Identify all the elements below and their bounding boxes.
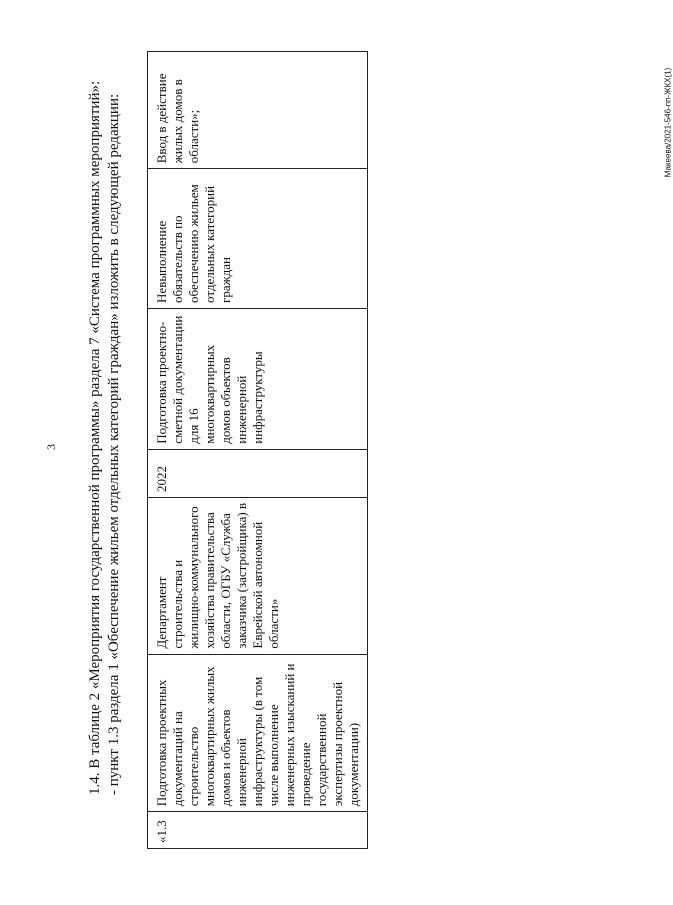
cell-indicator-link: Ввод в действие жилых домов в области»; <box>148 52 368 169</box>
cell-expected-result: Подготовка проектно-сметной документации для 16 многоквартирных домов объектов инженерной инфраструктуры <box>148 308 368 449</box>
cell-executor: Департамент строительства и жилищно-коммунального хозяйства правительства области, ОГБУ «Служба заказчика (застройщика) в Еврейской автономной области» <box>148 497 368 654</box>
cell-year: 2022 <box>148 449 368 497</box>
cell-number: «1.3 <box>148 812 368 849</box>
intro-text <box>86 35 124 795</box>
cell-consequences: Невыполнение обязательств по обеспечению жильем отдельных категорий граждан <box>148 169 368 309</box>
measures-table <box>147 51 368 849</box>
document-code: Макеева/2021-546-пп-ЖКХ(1) <box>663 67 673 178</box>
cell-measure-name: Подготовка проектных документаций на строительство многоквартирных жилых домов и объектов инженерной инфраструктуры (в том числе выполнение инженерных изысканий и проведение государственной экспертизы проектной документации) <box>148 654 368 812</box>
intro-line-1: 1.4. В таблице 2 «Мероприятия государственной программы» раздела 7 «Система программных мероприятий»: <box>87 80 103 795</box>
table-row <box>148 52 368 849</box>
intro-line-2: - пункт 1.3 раздела 1 «Обеспечение жильем отдельных категорий граждан» изложить в следующей редакции: <box>106 93 122 795</box>
page-number: 3 <box>44 444 58 450</box>
